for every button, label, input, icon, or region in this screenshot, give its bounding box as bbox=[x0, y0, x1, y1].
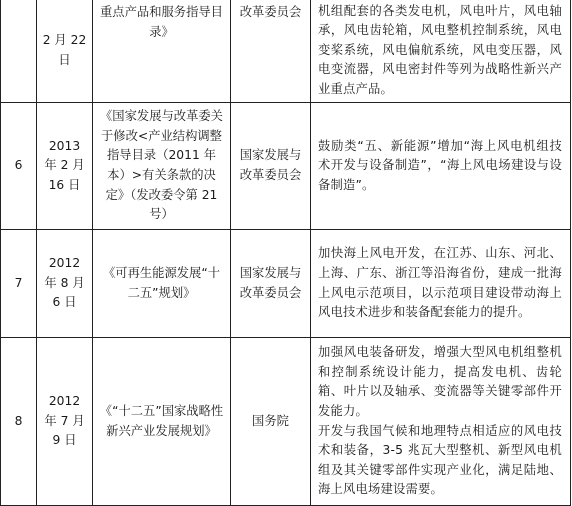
policy-content bbox=[311, 338, 571, 506]
document-name: 《国家发展与改革委关于修改<产业结构调整指导目录（2011 年本）>有关条款的决定》（发改委令第 21 号） bbox=[93, 103, 231, 230]
row-number: 7 bbox=[1, 230, 37, 338]
document-name: 重点产品和服务指导目录》 bbox=[93, 0, 231, 103]
row-number: 8 bbox=[1, 338, 37, 506]
issuing-agency: 国务院 bbox=[231, 338, 311, 506]
issue-date: 2 月 22 日 bbox=[37, 0, 93, 103]
issuing-agency: 国家发展与改革委员会 bbox=[231, 230, 311, 338]
row-number bbox=[1, 0, 37, 103]
table-row bbox=[1, 0, 571, 103]
table-row bbox=[1, 338, 571, 506]
issue-date: 2012 年 7 月 9 日 bbox=[37, 338, 93, 506]
policy-content-paragraph: 加快海上风电开发，在江苏、山东、河北、上海、广东、浙江等沿海省份，建成一批海上风电示范项目，以示范项目建设带动海上风电技术进步和装备配套能力的提升。 bbox=[318, 246, 562, 320]
issue-date: 2013 年 2 月 16 日 bbox=[37, 103, 93, 230]
policy-content-paragraph: 开发与我国气候和地理特点相适应的风电技术和装备，3-5 兆瓦大型整机、新型风电机组及其关键零部件实现产业化，满足陆地、海上风电场建设需要。 bbox=[318, 423, 562, 497]
issue-date: 2012 年 8 月 6 日 bbox=[37, 230, 93, 338]
policy-content bbox=[311, 0, 571, 103]
policy-content-paragraph: 加强风电装备研发，增强大型风电机组整机和控制系统设计能力，提高发电机、齿轮箱、叶片以及轴承、变流器等关键零部件开发能力。 bbox=[318, 345, 562, 418]
document-name: 《“十二五”国家战略性新兴产业发展规划》 bbox=[93, 338, 231, 506]
issuing-agency: 改革委员会 bbox=[231, 0, 311, 103]
issuing-agency: 国家发展与改革委员会 bbox=[231, 103, 311, 230]
policy-content-paragraph: 鼓励类“五、新能源”增加“海上风电机组技术开发与设备制造”，“海上风电场建设与设备制造”。 bbox=[318, 138, 562, 192]
policy-content bbox=[311, 103, 571, 230]
table-row bbox=[1, 230, 571, 338]
policy-content bbox=[311, 230, 571, 338]
policy-content-paragraph: 机组配套的各类发电机，风电叶片，风电轴承，风电齿轮箱，风电整机控制系统，风电变桨系统，风电偏航系统，风电变压器，风电变流器，风电密封件等列为战略性新兴产业重点产品。 bbox=[318, 3, 562, 96]
document-name: 《可再生能源发展“十二五”规划》 bbox=[93, 230, 231, 338]
row-number: 6 bbox=[1, 103, 37, 230]
table-row bbox=[1, 103, 571, 230]
